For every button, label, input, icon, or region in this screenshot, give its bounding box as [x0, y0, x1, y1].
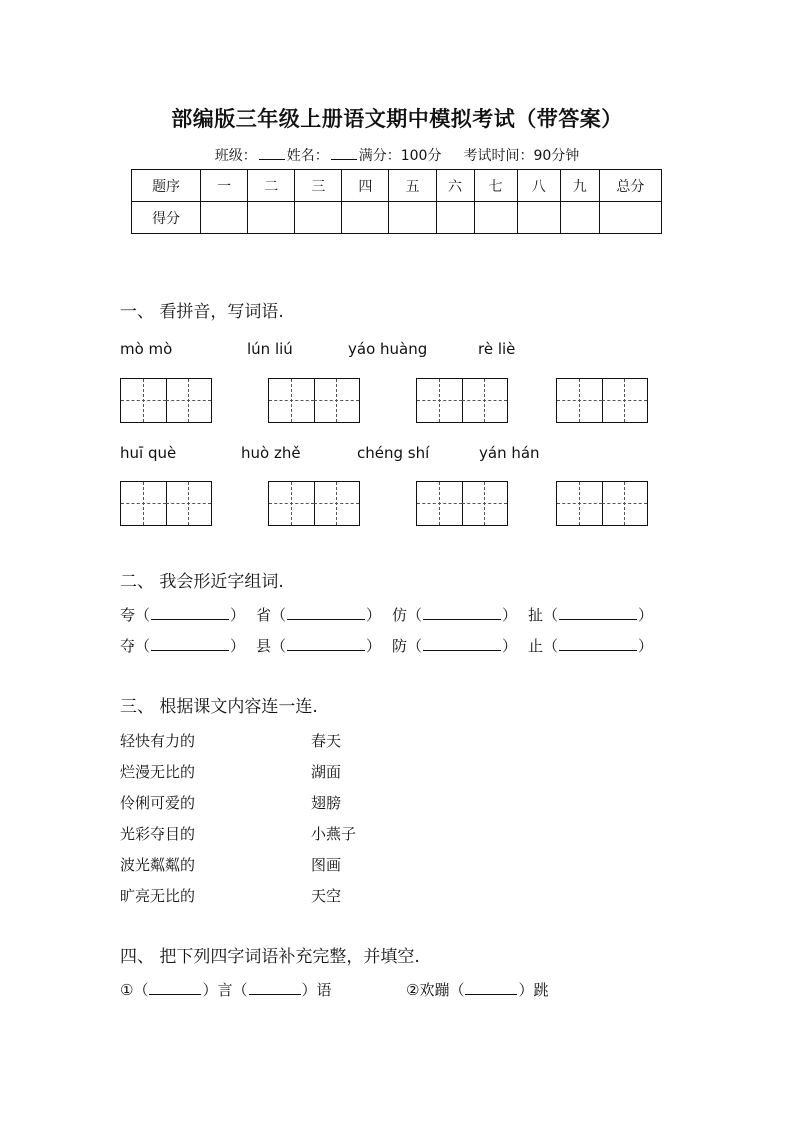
idiom-item-2: ②欢蹦（ ）跳 — [406, 981, 549, 999]
match-right-item[interactable]: 小燕子 — [311, 825, 357, 843]
section3-heading: 三、 根据课文内容连一连. — [120, 697, 318, 717]
similar-char: 止 — [528, 637, 544, 655]
header-cell: 题序 — [132, 170, 201, 202]
score-table — [131, 169, 662, 234]
header-cell: 九 — [560, 170, 599, 202]
score-cell[interactable] — [517, 202, 560, 234]
header-cell: 七 — [474, 170, 517, 202]
word-item: 省（ ） — [256, 606, 382, 624]
pinyin-6: huò zhě — [241, 444, 301, 462]
name-label: 姓名： — [286, 148, 329, 164]
writing-grid[interactable] — [416, 481, 508, 526]
page-title: 部编版三年级上册语文期中模拟考试（带答案） — [171, 106, 623, 131]
header-cell: 一 — [201, 170, 248, 202]
score-cell[interactable] — [560, 202, 599, 234]
header-cell: 二 — [248, 170, 295, 202]
score-cell[interactable] — [295, 202, 342, 234]
name-blank[interactable] — [331, 147, 357, 160]
answer-blank[interactable] — [249, 980, 301, 995]
class-blank[interactable] — [259, 147, 285, 160]
match-left-item[interactable]: 烂漫无比的 — [120, 763, 196, 781]
section2-heading: 二、 我会形近字组词. — [120, 572, 284, 592]
word-item: 夺（ ） — [120, 637, 246, 655]
similar-char: 县 — [256, 637, 272, 655]
idiom-char: 语 — [316, 981, 332, 999]
word-item: 防（ ） — [392, 637, 518, 655]
score-cell[interactable] — [201, 202, 248, 234]
word-item: 止（ ） — [528, 637, 654, 655]
writing-grid[interactable] — [556, 378, 648, 423]
header-cell: 三 — [295, 170, 342, 202]
score-cell[interactable] — [474, 202, 517, 234]
writing-grid[interactable] — [416, 378, 508, 423]
similar-char: 防 — [392, 637, 408, 655]
score-row-label: 得分 — [132, 202, 201, 234]
answer-blank[interactable] — [465, 980, 517, 995]
idiom-char: 言 — [217, 981, 233, 999]
word-item: 县（ ） — [256, 637, 382, 655]
similar-char: 省 — [256, 606, 272, 624]
score-cell[interactable] — [599, 202, 661, 234]
word-item: 仿（ ） — [392, 606, 518, 624]
pinyin-5: huī què — [120, 444, 177, 462]
match-left-item[interactable]: 波光粼粼的 — [120, 856, 196, 874]
exam-time: 考试时间：90分钟 — [463, 148, 580, 164]
section4-heading: 四、 把下列四字词语补充完整，并填空. — [120, 947, 420, 967]
item-number: ②欢蹦 — [406, 981, 450, 999]
answer-blank[interactable] — [151, 636, 229, 651]
similar-char: 仿 — [392, 606, 408, 624]
idiom-item-1: ①（ ）言（ ）语 — [120, 981, 332, 999]
match-right-item[interactable]: 春天 — [311, 732, 342, 750]
score-header-row — [132, 170, 662, 202]
full-score: 满分：100分 — [358, 148, 442, 164]
idiom-char: 跳 — [533, 981, 549, 999]
pinyin-1: mò mò — [120, 340, 173, 358]
class-label: 班级： — [214, 148, 257, 164]
header-cell: 六 — [436, 170, 474, 202]
writing-grid[interactable] — [556, 481, 648, 526]
answer-blank[interactable] — [423, 636, 501, 651]
exam-info — [0, 145, 794, 165]
score-row — [132, 202, 662, 234]
score-cell[interactable] — [436, 202, 474, 234]
pinyin-3: yáo huàng — [348, 340, 428, 358]
pinyin-7: chéng shí — [357, 444, 430, 462]
answer-blank[interactable] — [151, 605, 229, 620]
answer-blank[interactable] — [287, 636, 365, 651]
answer-blank[interactable] — [559, 636, 637, 651]
similar-char: 夸 — [120, 606, 136, 624]
header-cell: 八 — [517, 170, 560, 202]
item-number: ① — [120, 981, 134, 999]
score-cell[interactable] — [389, 202, 436, 234]
answer-blank[interactable] — [559, 605, 637, 620]
match-right-item[interactable]: 翅膀 — [311, 794, 342, 812]
match-right-item[interactable]: 图画 — [311, 856, 342, 874]
writing-grid[interactable] — [120, 481, 212, 526]
answer-blank[interactable] — [287, 605, 365, 620]
answer-blank[interactable] — [423, 605, 501, 620]
section1-heading: 一、 看拼音，写词语. — [120, 302, 284, 322]
answer-blank[interactable] — [149, 980, 201, 995]
header-cell: 总分 — [599, 170, 661, 202]
match-left-item[interactable]: 伶俐可爱的 — [120, 794, 196, 812]
word-item: 扯（ ） — [528, 606, 654, 624]
writing-grid[interactable] — [268, 481, 360, 526]
writing-grid[interactable] — [268, 378, 360, 423]
match-left-item[interactable]: 轻快有力的 — [120, 732, 196, 750]
score-cell[interactable] — [342, 202, 389, 234]
similar-char: 扯 — [528, 606, 544, 624]
header-cell: 四 — [342, 170, 389, 202]
score-cell[interactable] — [248, 202, 295, 234]
pinyin-2: lún liú — [247, 340, 293, 358]
match-left-item[interactable]: 旷亮无比的 — [120, 887, 196, 905]
pinyin-4: rè liè — [478, 340, 516, 358]
header-cell: 五 — [389, 170, 436, 202]
match-left-item[interactable]: 光彩夺目的 — [120, 825, 196, 843]
word-item: 夸（ ） — [120, 606, 246, 624]
match-right-item[interactable]: 湖面 — [311, 763, 342, 781]
similar-char: 夺 — [120, 637, 136, 655]
match-right-item[interactable]: 天空 — [311, 887, 342, 905]
pinyin-8: yán hán — [479, 444, 540, 462]
writing-grid[interactable] — [120, 378, 212, 423]
